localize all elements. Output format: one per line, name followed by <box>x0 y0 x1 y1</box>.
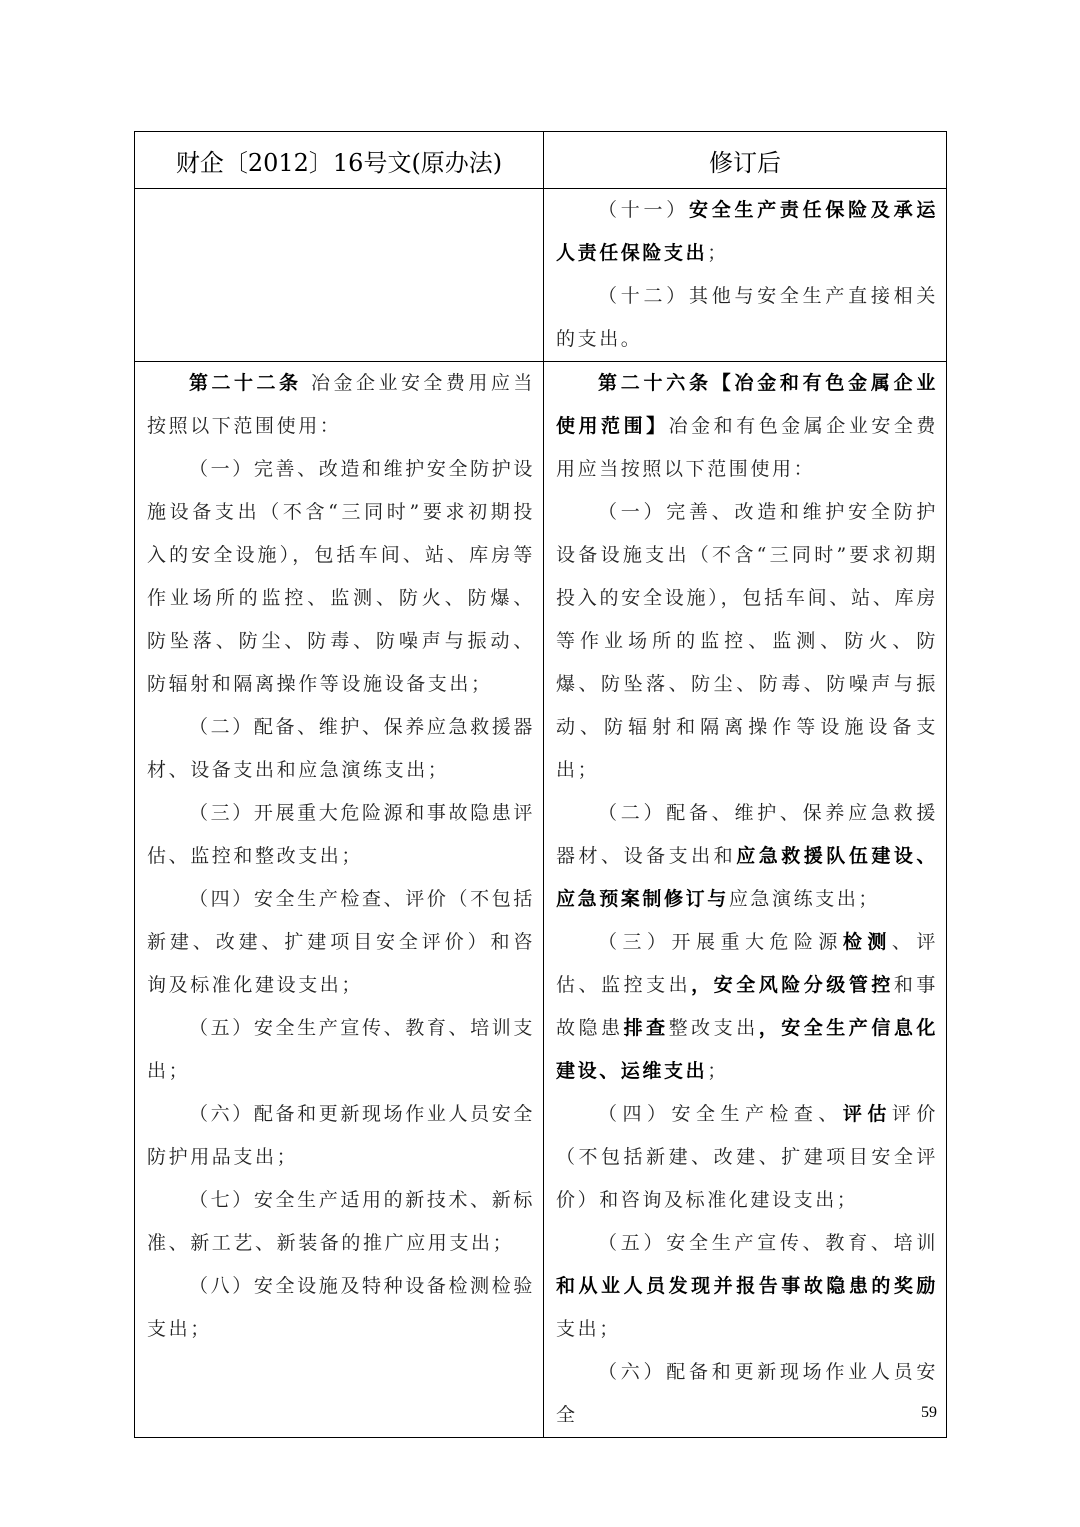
text-run: （四）安全生产检查、 <box>598 1103 843 1125</box>
text-run: （二）配备、维护、保养应急救援器材、设备支出和 <box>556 802 938 867</box>
bold-text-run: 安全生产责任保险及承运人责任保险支出 <box>556 199 938 264</box>
table-header-row <box>135 132 947 189</box>
text-run: （六）配备和更新现场作业人员安全防护用品支出； <box>147 1103 535 1168</box>
row2-left-cell <box>135 362 544 1438</box>
header-revised: 修订后 <box>544 132 947 189</box>
text-run: （七）安全生产适用的新技术、新标准、新工艺、新装备的推广应用支出； <box>147 1189 535 1254</box>
text-run: ； <box>707 242 729 264</box>
text-run: （五）安全生产宣传、教育、培训支出； <box>147 1017 535 1082</box>
paragraph <box>556 921 938 1093</box>
paragraph <box>147 448 535 706</box>
paragraph <box>556 1222 938 1351</box>
paragraph <box>147 1007 535 1093</box>
row2-right-cell <box>544 362 947 1438</box>
header-original: 财企〔2012〕16号文(原办法) <box>135 132 544 189</box>
paragraph <box>147 706 535 792</box>
text-run: （五）安全生产宣传、教育、培训 <box>598 1232 938 1254</box>
text-run: （八）安全设施及特种设备检测检验支出； <box>147 1275 535 1340</box>
bold-text-run: 排查 <box>623 1017 669 1039</box>
table-row-2 <box>135 362 947 1438</box>
text-run: ； <box>707 1060 729 1082</box>
comparison-table <box>134 131 947 1438</box>
text-run: 冶金企业安全费用应当按照以下范围使用： <box>147 372 535 437</box>
bold-text-run: 第二十六条【冶金和有色金属企业使用范围】 <box>556 372 938 437</box>
text-run: （四）安全生产检查、评价（不包括新建、改建、扩建项目安全评价）和咨询及标准化建设支出； <box>147 888 535 996</box>
row1-left-cell <box>135 189 544 362</box>
paragraph <box>556 792 938 921</box>
paragraph <box>147 362 535 448</box>
bold-text-run: 检测 <box>842 931 892 953</box>
text-run: （二）配备、维护、保养应急救援器材、设备支出和应急演练支出； <box>147 716 535 781</box>
paragraph <box>556 491 938 792</box>
row1-right-cell <box>544 189 947 362</box>
text-run: 整改支出 <box>668 1017 759 1039</box>
paragraph <box>147 1179 535 1265</box>
text-run: （三）开展重大危险源 <box>598 931 843 953</box>
text-run: （十二）其他与安全生产直接相关的支出。 <box>556 285 938 350</box>
paragraph <box>147 792 535 878</box>
paragraph <box>147 878 535 1007</box>
text-run: 冶金和有色金属企业安全费用应当按照以下范围使用： <box>556 415 938 480</box>
bold-text-run: ，安全生产信息化建设、运维支出 <box>556 1017 938 1082</box>
paragraph <box>556 362 938 491</box>
text-run: 应急演练支出； <box>728 888 881 910</box>
text-run: （六）配备和更新现场作业人员安全 <box>556 1361 938 1426</box>
page-number: 59 <box>921 1404 937 1421</box>
text-run: （一）完善、改造和维护安全防护设施设备支出（不含“三同时”要求初期投入的安全设施），包括车间、站、库房等作业场所的监控、监测、防火、防爆、防坠落、防尘、防毒、防噪声与振动、防辐射和隔离操作等设施设备支出； <box>147 458 535 695</box>
paragraph <box>556 275 938 361</box>
text-run: 评价（不包括新建、改建、扩建项目安全评价）和咨询及标准化建设支出； <box>556 1103 938 1211</box>
text-run: （十一） <box>598 199 689 221</box>
text-run: （三）开展重大危险源和事故隐患评估、监控和整改支出； <box>147 802 535 867</box>
bold-text-run: 和从业人员发现并报告事故隐患的奖励 <box>556 1275 938 1297</box>
paragraph <box>556 1093 938 1222</box>
paragraph <box>147 1265 535 1351</box>
text-run: 、评估、监控支出 <box>556 931 938 996</box>
text-run: （一）完善、改造和维护安全防护设备设施支出（不含“三同时”要求初期投入的安全设施），包括车间、站、库房等作业场所的监控、监测、防火、防爆、防坠落、防尘、防毒、防噪声与振动、防辐射和隔离操作等设施设备支出； <box>556 501 938 781</box>
row2-left-content <box>135 362 543 1351</box>
text-run: 支出； <box>556 1318 621 1340</box>
table-row-1 <box>135 189 947 362</box>
row2-right-content <box>544 362 946 1437</box>
text-run: 和事故隐患 <box>556 974 938 1039</box>
bold-text-run: 第二十二条 <box>189 372 302 394</box>
bold-text-run: 应急救援队伍建设、应急预案制修订与 <box>556 845 938 910</box>
paragraph <box>147 1093 535 1179</box>
bold-text-run: ，安全风险分级管控 <box>691 974 894 996</box>
bold-text-run: 评估 <box>842 1103 892 1125</box>
paragraph <box>556 189 938 275</box>
paragraph <box>556 1351 938 1437</box>
row1-right-content <box>544 189 946 361</box>
